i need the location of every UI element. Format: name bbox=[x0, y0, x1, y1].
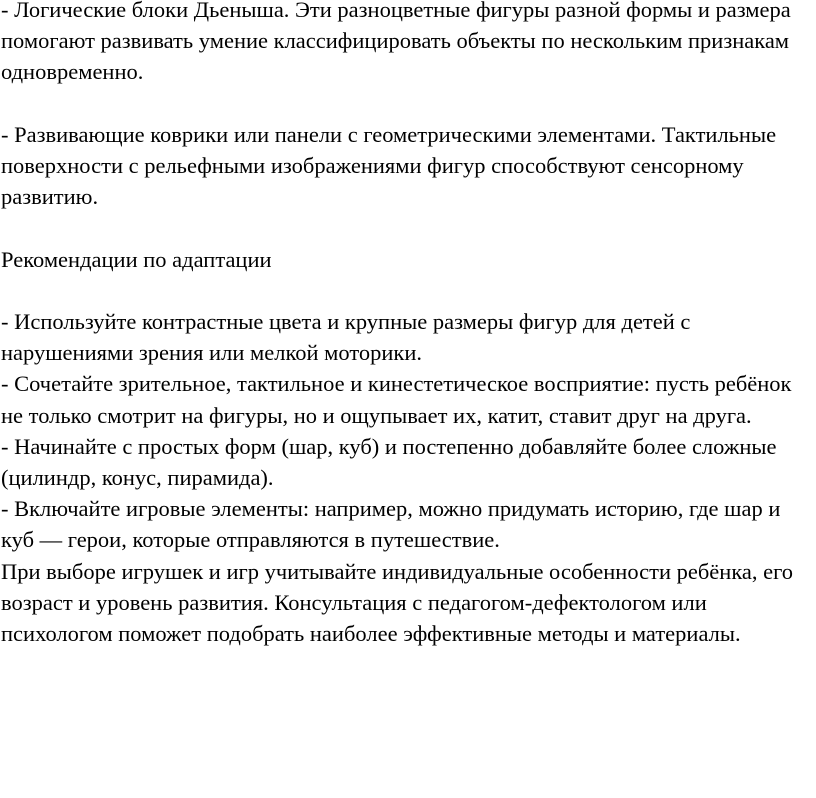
paragraph-combined-perception: - Сочетайте зрительное, тактильное и кинестетическое восприятие: пусть ребёнок не только смотрит на фигуры, но и ощупывает их, катит, ставит друг на друга. bbox=[1, 371, 792, 428]
paragraph-developmental-mats: - Развивающие коврики или панели с геометрическими элементами. Тактильные поверхности с рельефными изображениями фигур способствуют сенсорному развитию. bbox=[1, 121, 777, 210]
section-heading-adaptation: Рекомендации по адаптации bbox=[1, 246, 272, 272]
paragraph-simple-forms: - Начинайте с простых форм (шар, куб) и постепенно добавляйте более сложные (цилиндр, конус, пирамида). bbox=[1, 433, 777, 490]
paragraph-spacer bbox=[0, 88, 816, 119]
paragraph-game-elements: - Включайте игровые элементы: например, можно придумать историю, где шар и куб — герои, которые отправляются в путешествие. bbox=[1, 496, 781, 553]
paragraph-dienes-blocks: - Логические блоки Дьеныша. Эти разноцветные фигуры разной формы и размера помогают развивать умение классифицировать объекты по нескольким признакам одновременно. bbox=[1, 0, 791, 85]
paragraph-spacer bbox=[0, 275, 816, 306]
paragraph-contrast-colors: - Используйте контрастные цвета и крупные размеры фигур для детей с нарушениями зрения или мелкой моторики. bbox=[1, 308, 691, 366]
paragraph-spacer bbox=[0, 212, 816, 243]
paragraph-conclusion: При выборе игрушек и игр учитывайте индивидуальные особенности ребёнка, его возраст и уровень развития. Консультация с педагогом-дефектологом или психологом поможет подобрать наиболее эффективные методы и материалы. bbox=[1, 558, 794, 647]
